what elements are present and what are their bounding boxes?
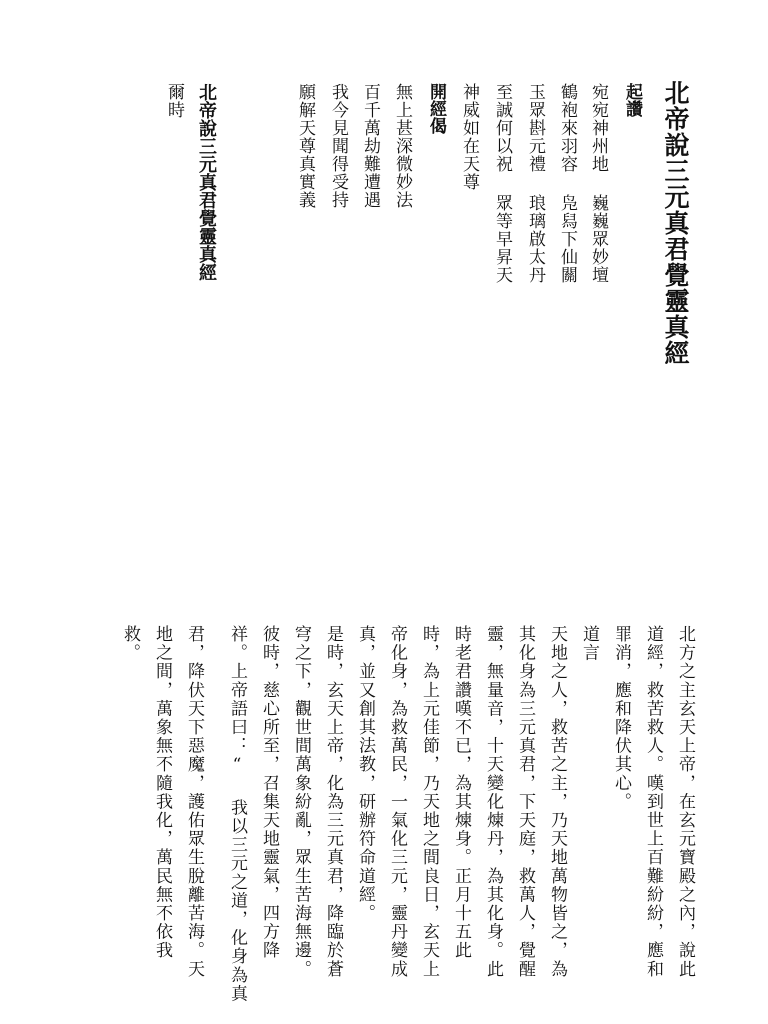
- body-line-15: 祥。上帝語曰：“ 我以三元之道，化身為真: [227, 625, 247, 1003]
- qizan-line-5: 神威如在天尊: [459, 83, 479, 191]
- qizan-line-1: 宛宛神州地 巍巍眾妙壇: [588, 83, 608, 284]
- body-line-3: 罪消，應和降伏其心。: [611, 625, 631, 811]
- body-line-10: 帝化身，為救萬民，一氣化三元，靈丹變成: [387, 625, 407, 979]
- qizan-line-4: 至誠何以祝 眾等早昇天: [492, 83, 512, 284]
- qizan-line-3: 玉眾斟元禮 琅璃啟太丹: [525, 83, 545, 284]
- body-line-17: 地之間，萬象無不隨我化，萬民無不依我: [152, 625, 172, 960]
- kaijing-line-2: 百千萬劫難遭遇: [360, 83, 380, 209]
- scripture-title: 北帝說三元真君覺靈真經: [661, 80, 690, 366]
- body-line-16: 君，降伏天下惡魔，護佑眾生脫離苦海。天: [184, 625, 204, 979]
- body-line-9: 時，為上元佳節，乃天地之間良日，玄天上: [419, 625, 439, 979]
- body-line-11: 真，並又創其法教，研辦符命道經。: [355, 625, 375, 923]
- kaijing-line-1: 無上甚深微妙法: [392, 83, 412, 209]
- body-line-18: 救。: [120, 625, 140, 663]
- kaijing-heading: 開經偈: [426, 83, 446, 134]
- body-line-8: 時老君讚嘆不已，為其煉身。正月十五此: [451, 625, 471, 960]
- body-line-7: 靈，無量音，十天變化煉丹，為其化身。此: [483, 625, 503, 979]
- qizan-line-2: 鶴袍來羽容 凫舄下仙關: [557, 83, 577, 284]
- body-line-1: 北方之主玄天上帝，在玄元寶殿之內，說此: [675, 625, 695, 979]
- opening-words: 爾時: [164, 83, 184, 119]
- body-line-5: 天地之人，救苦之主，乃天地萬物皆之，為: [547, 625, 567, 979]
- kaijing-line-4: 願解天尊真實義: [295, 83, 315, 209]
- kaijing-line-3: 我今見聞得受持: [328, 83, 348, 209]
- body-line-4: 道言: [579, 625, 599, 663]
- qizan-heading: 起讚: [622, 83, 642, 117]
- body-line-2: 道經，救苦救人。嘆到世上百難紛紛，應和: [643, 625, 663, 979]
- body-line-14: 彼時，慈心所至，召集天地靈氣，四方降: [259, 625, 279, 960]
- scripture-subtitle: 北帝說三元真君覺靈真經: [196, 83, 217, 281]
- body-line-6: 其化身為三元真君，下天庭，救萬人，覺醒: [515, 625, 535, 979]
- body-line-13: 穹之下，觀世間萬象紛亂，眾生苦海無邊。: [291, 625, 311, 979]
- body-line-12: 是時，玄天上帝，化為三元真君，降臨於蒼: [323, 625, 343, 979]
